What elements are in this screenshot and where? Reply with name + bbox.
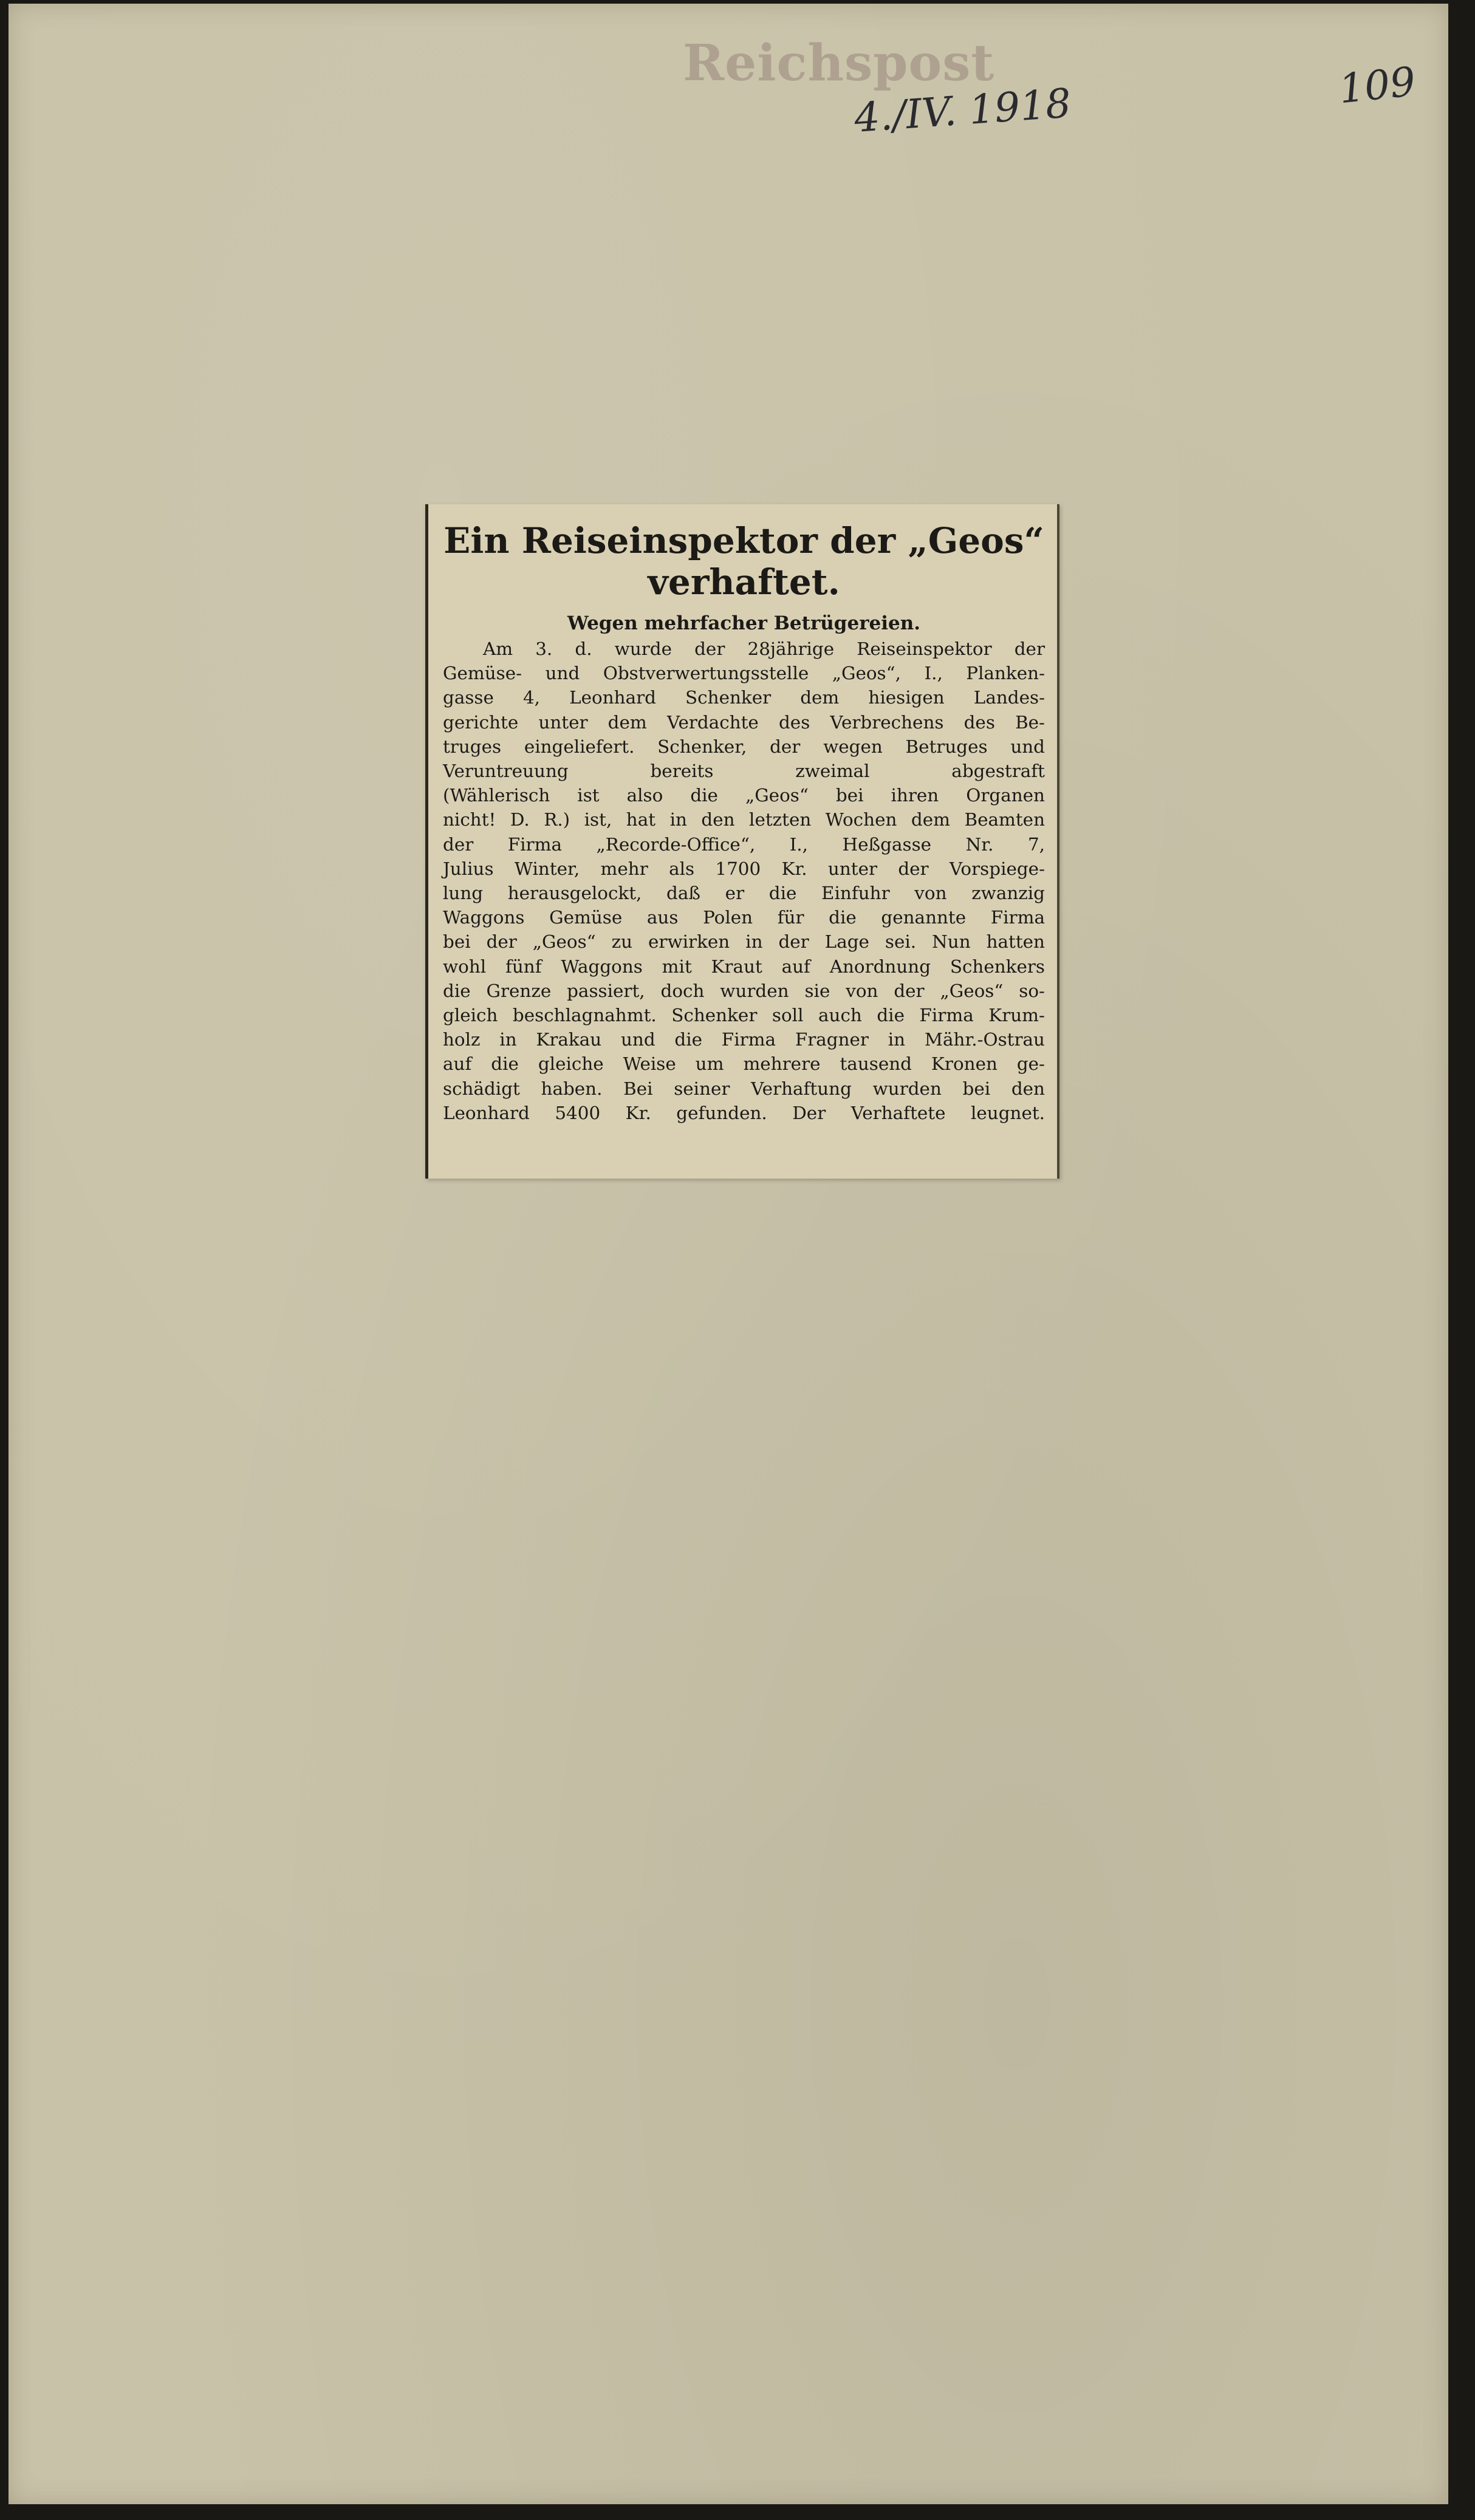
article-subtitle: Wegen mehrfacher Betrügereien.	[567, 612, 921, 634]
article-line: der Firma „Recorde-Office“, I., Heßgasse Nr. 7,	[443, 834, 1045, 855]
article-title	[443, 520, 1045, 603]
article-line: Gemüse- und Obstverwertungsstelle „Geos“, I., Planken-	[443, 663, 1045, 684]
article-body	[443, 637, 1045, 1125]
article-line: Julius Winter, mehr als 1700 Kr. unter der Vorspiege-	[443, 858, 1045, 879]
article-line: Am 3. d. wurde der 28jährige Reiseinspektor der	[483, 639, 1045, 659]
article-line: Veruntreuung bereits zweimal abgestraft	[443, 761, 1045, 782]
article-line: holz in Krakau und die Firma Fragner in Mähr.-Ostrau	[443, 1029, 1045, 1050]
article-line: schädigt haben. Bei seiner Verhaftung wurden bei den	[443, 1078, 1045, 1099]
article-line: Leonhard 5400 Kr. gefunden. Der Verhaftete leugnet.	[443, 1102, 1045, 1123]
folio-number: 109	[1336, 58, 1418, 113]
article-line: wohl fünf Waggons mit Kraut auf Anordnung Schenkers	[443, 956, 1045, 977]
article-title-line-2: verhaftet.	[648, 561, 840, 603]
handwritten-date: 4./IV. 1918	[852, 80, 1073, 142]
article-line: lung herausgelockt, daß er die Einfuhr von zwanzig	[443, 883, 1045, 904]
article-line: gasse 4, Leonhard Schenker dem hiesigen Landes-	[443, 687, 1045, 708]
article-line: bei der „Geos“ zu erwirken in der Lage sei. Nun hatten	[443, 931, 1045, 953]
article-line: nicht! D. R.) ist, hat in den letzten Wochen dem Beamten	[443, 809, 1045, 830]
article-line: die Grenze passiert, doch wurden sie von der „Geos“ so-	[443, 980, 1045, 1001]
article-line: truges eingeliefert. Schenker, der wegen Betruges und	[443, 736, 1045, 757]
article-line: gerichte unter dem Verdachte des Verbrechens des Be-	[443, 711, 1045, 733]
archive-sheet	[9, 4, 1448, 2504]
article-line: Waggons Gemüse aus Polen für die genannte Firma	[443, 907, 1045, 928]
article-title-line-1: Ein Reiseinspektor der „Geos“	[443, 520, 1044, 561]
article-line: auf die gleiche Weise um mehrere tausend Kronen ge-	[443, 1053, 1045, 1075]
article-line: gleich beschlagnahmt. Schenker soll auch die Firma Krum-	[443, 1005, 1045, 1026]
article-line: (Wählerisch ist also die „Geos“ bei ihren Organen	[443, 785, 1045, 806]
newspaper-clipping	[425, 504, 1059, 1179]
newspaper-stamp: Reichspost	[683, 34, 995, 92]
